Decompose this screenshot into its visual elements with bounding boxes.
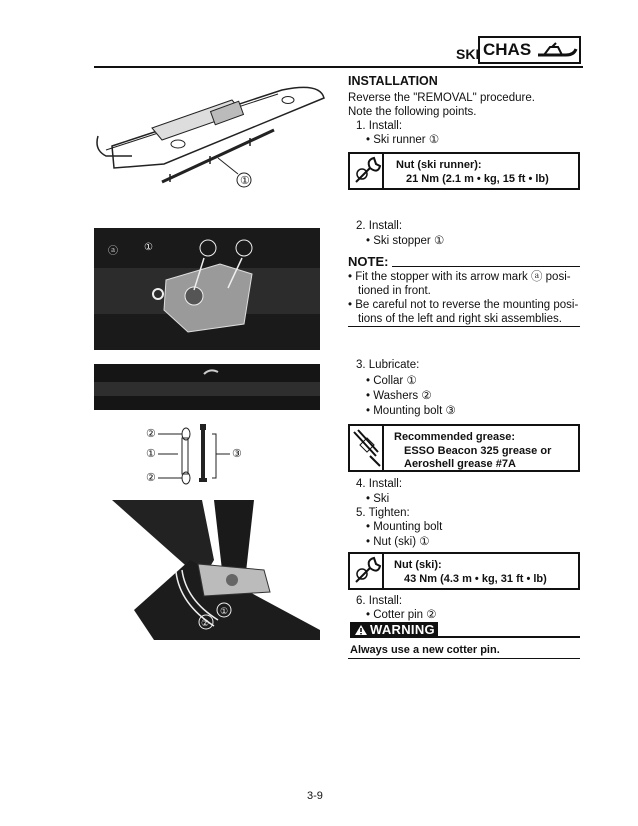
figure-label-stopper-1: ① [144, 242, 153, 253]
step5-label: 5. Tighten: [356, 507, 410, 519]
warning-bottom-rule [348, 658, 580, 659]
figure-label-stopper-a: ⓐ [108, 246, 118, 257]
warning-banner [350, 622, 438, 638]
step3-item-3: • Mounting bolt ③ [366, 405, 456, 417]
warning-triangle-icon [354, 624, 368, 636]
torque-spec-ski-runner [348, 152, 580, 190]
step2-label: 2. Install: [356, 220, 403, 232]
step2-item: • Ski stopper ① [366, 235, 445, 247]
grease-spec [348, 424, 580, 472]
figure-label-bolt-3: ③ [232, 448, 242, 460]
figure-label-pin-2: ② [201, 618, 210, 628]
ski-mount-photo [94, 364, 320, 410]
step4-item: • Ski [366, 493, 390, 505]
figure-label-bolt-1: ① [146, 448, 156, 460]
torque-spec-ski-nut [348, 552, 580, 590]
figure-label-ski-runner: ① [240, 175, 250, 187]
step3-label: 3. Lubricate: [356, 359, 420, 371]
ski-icon [536, 41, 578, 61]
note-line-3: • Be careful not to reverse the mounting posi- [348, 299, 579, 311]
chapter-box [478, 36, 581, 64]
step6-label: 6. Install: [356, 595, 403, 607]
spec2-value: 43 Nm (4.3 m • kg, 31 ft • lb) [404, 573, 547, 585]
step1-item: • Ski runner ① [366, 134, 440, 146]
wrench-icon [350, 154, 384, 188]
spec1-title: Nut (ski runner): [396, 159, 482, 171]
grease-gun-icon [350, 426, 384, 470]
intro-line-1: Reverse the "REMOVAL" procedure. [348, 92, 535, 104]
step5-item-2: • Nut (ski) ① [366, 536, 430, 548]
ski-runner-figure [92, 76, 332, 200]
warning-label: WARNING [370, 622, 435, 637]
figure-label-bolt-2b: ② [146, 472, 156, 484]
chapter-label: CHAS [483, 40, 532, 59]
spec1-value: 21 Nm (2.1 m • kg, 15 ft • lb) [406, 173, 549, 185]
note-bottom-rule [348, 326, 580, 327]
grease-title: Recommended grease: [394, 431, 516, 443]
ski-stopper-photo [94, 228, 320, 350]
step3-item-2: • Washers ② [366, 390, 432, 402]
warning-text: Always use a new cotter pin. [350, 644, 500, 656]
step4-label: 4. Install: [356, 478, 403, 490]
page-number: 3-9 [307, 790, 323, 802]
step5-item-1: • Mounting bolt [366, 521, 443, 533]
note-line-1: • Fit the stopper with its arrow mark ⓐ posi- [348, 271, 571, 283]
figure-label-nut-1: ① [220, 606, 229, 616]
step6-item: • Cotter pin ② [366, 609, 437, 621]
wrench-icon [350, 554, 384, 588]
note-title: NOTE: [348, 254, 389, 269]
note-rule [392, 266, 580, 267]
warning-rule [438, 636, 580, 638]
grease-line-1: ESSO Beacon 325 grease or [404, 445, 552, 457]
step3-item-1: • Collar ① [366, 375, 417, 387]
step1-label: 1. Install: [356, 120, 403, 132]
grease-line-2: Aeroshell grease #7A [404, 458, 516, 470]
spec2-title: Nut (ski): [394, 559, 442, 571]
figure-label-bolt-2a: ② [146, 428, 156, 440]
note-line-2: tioned in front. [358, 285, 431, 297]
note-line-4: tions of the left and right ski assemblies. [358, 313, 562, 325]
section-label: SKI [456, 46, 480, 62]
section-title: INSTALLATION [348, 74, 438, 88]
header-rule [94, 66, 583, 68]
intro-line-2: Note the following points. [348, 106, 477, 118]
